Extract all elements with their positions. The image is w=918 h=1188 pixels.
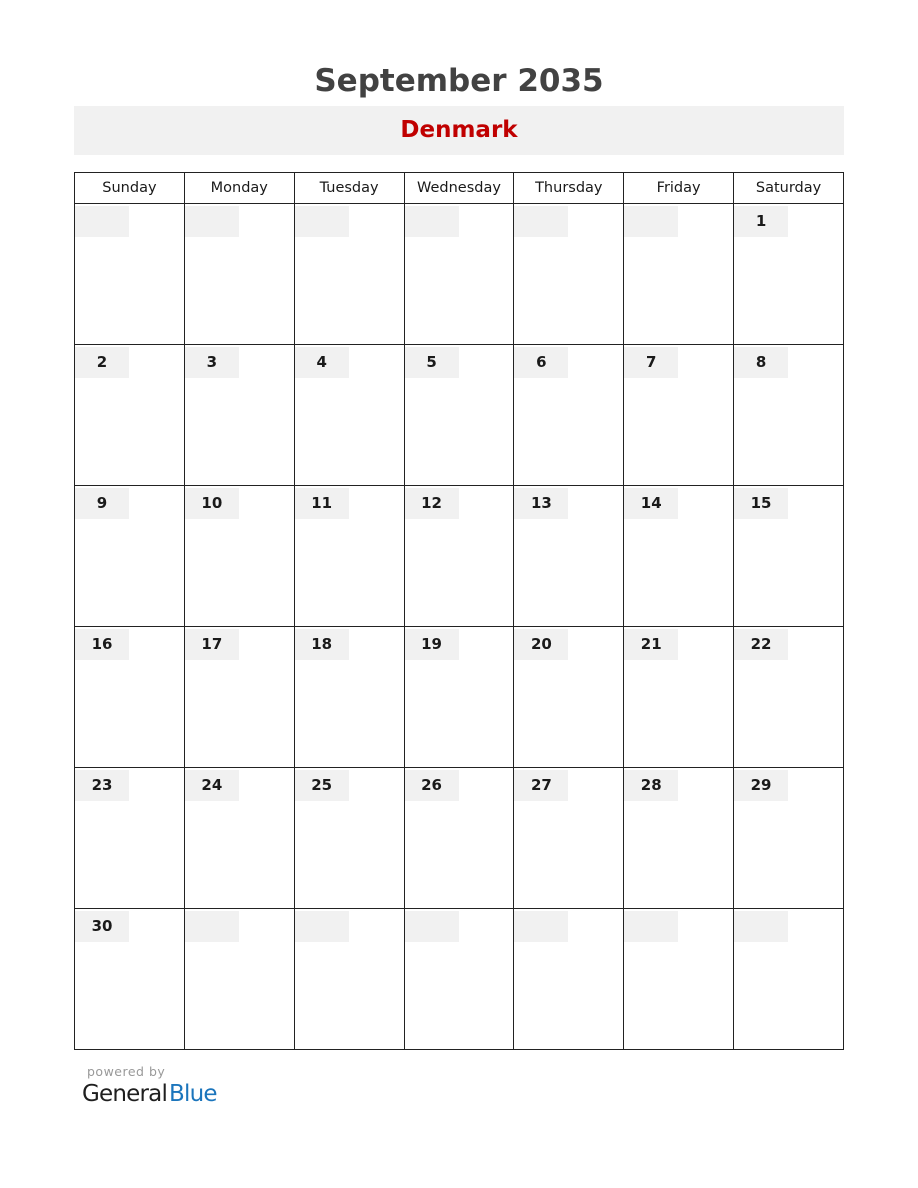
day-number: 16 — [75, 629, 129, 660]
weekday-sunday: Sunday — [75, 173, 185, 204]
week-row — [75, 204, 844, 345]
day-cell — [184, 909, 294, 1050]
day-cell — [514, 627, 624, 768]
day-number — [624, 206, 678, 237]
generalblue-logo[interactable] — [82, 1081, 217, 1107]
day-cell — [184, 627, 294, 768]
day-number: 6 — [514, 347, 568, 378]
day-cell — [624, 909, 734, 1050]
day-number: 24 — [185, 770, 239, 801]
day-number: 27 — [514, 770, 568, 801]
weekday-friday: Friday — [624, 173, 734, 204]
day-cell — [514, 204, 624, 345]
day-cell — [624, 627, 734, 768]
day-number — [514, 206, 568, 237]
country-banner — [74, 106, 844, 155]
day-cell — [734, 627, 844, 768]
day-number: 3 — [185, 347, 239, 378]
day-number — [185, 206, 239, 237]
day-number — [514, 911, 568, 942]
day-cell — [75, 486, 185, 627]
day-number: 12 — [405, 488, 459, 519]
day-cell — [404, 768, 514, 909]
day-number: 20 — [514, 629, 568, 660]
day-cell — [404, 909, 514, 1050]
day-cell — [184, 345, 294, 486]
day-number: 9 — [75, 488, 129, 519]
country-name: Denmark — [400, 117, 518, 143]
day-cell — [75, 345, 185, 486]
day-cell — [294, 204, 404, 345]
footer-branding — [82, 1064, 282, 1114]
weekday-thursday: Thursday — [514, 173, 624, 204]
day-cell — [624, 204, 734, 345]
day-cell — [184, 768, 294, 909]
day-cell — [624, 486, 734, 627]
day-cell — [294, 486, 404, 627]
brand-general-text: General — [82, 1081, 168, 1107]
day-cell — [75, 204, 185, 345]
day-number — [185, 911, 239, 942]
day-number: 22 — [734, 629, 788, 660]
day-cell — [734, 768, 844, 909]
day-number: 26 — [405, 770, 459, 801]
day-cell — [404, 345, 514, 486]
week-row — [75, 627, 844, 768]
day-cell — [734, 345, 844, 486]
day-number: 4 — [295, 347, 349, 378]
day-cell — [404, 204, 514, 345]
day-cell — [294, 909, 404, 1050]
day-cell — [404, 486, 514, 627]
day-number: 23 — [75, 770, 129, 801]
day-number: 28 — [624, 770, 678, 801]
weekday-saturday: Saturday — [734, 173, 844, 204]
day-number — [405, 911, 459, 942]
day-cell — [75, 768, 185, 909]
day-cell — [734, 909, 844, 1050]
week-row — [75, 768, 844, 909]
day-cell — [75, 909, 185, 1050]
brand-blue-text: Blue — [169, 1081, 217, 1107]
day-number: 18 — [295, 629, 349, 660]
weekday-wednesday: Wednesday — [404, 173, 514, 204]
day-number: 5 — [405, 347, 459, 378]
day-number: 21 — [624, 629, 678, 660]
weekday-tuesday: Tuesday — [294, 173, 404, 204]
day-cell — [294, 627, 404, 768]
day-number — [405, 206, 459, 237]
day-number — [75, 206, 129, 237]
day-cell — [184, 204, 294, 345]
week-row — [75, 486, 844, 627]
day-cell — [75, 627, 185, 768]
day-number: 11 — [295, 488, 349, 519]
day-cell — [514, 768, 624, 909]
day-cell — [184, 486, 294, 627]
day-number: 17 — [185, 629, 239, 660]
day-number — [734, 911, 788, 942]
day-cell — [294, 345, 404, 486]
day-number: 15 — [734, 488, 788, 519]
day-number: 13 — [514, 488, 568, 519]
powered-by-text: powered by — [87, 1064, 166, 1079]
day-number: 7 — [624, 347, 678, 378]
calendar-grid — [74, 172, 844, 1050]
day-number — [624, 911, 678, 942]
day-cell — [624, 768, 734, 909]
day-cell — [294, 768, 404, 909]
week-row — [75, 345, 844, 486]
day-cell — [624, 345, 734, 486]
day-number: 14 — [624, 488, 678, 519]
day-cell — [514, 345, 624, 486]
day-cell — [514, 909, 624, 1050]
day-cell — [404, 627, 514, 768]
day-number: 8 — [734, 347, 788, 378]
day-cell — [514, 486, 624, 627]
day-cell — [734, 204, 844, 345]
weekday-header-row — [75, 173, 844, 204]
day-number: 2 — [75, 347, 129, 378]
day-number — [295, 206, 349, 237]
day-number: 10 — [185, 488, 239, 519]
day-number — [295, 911, 349, 942]
weekday-monday: Monday — [184, 173, 294, 204]
day-cell — [734, 486, 844, 627]
page-title: September 2035 — [314, 63, 604, 99]
day-number: 19 — [405, 629, 459, 660]
week-row — [75, 909, 844, 1050]
day-number: 30 — [75, 911, 129, 942]
day-number: 1 — [734, 206, 788, 237]
day-number: 29 — [734, 770, 788, 801]
day-number: 25 — [295, 770, 349, 801]
